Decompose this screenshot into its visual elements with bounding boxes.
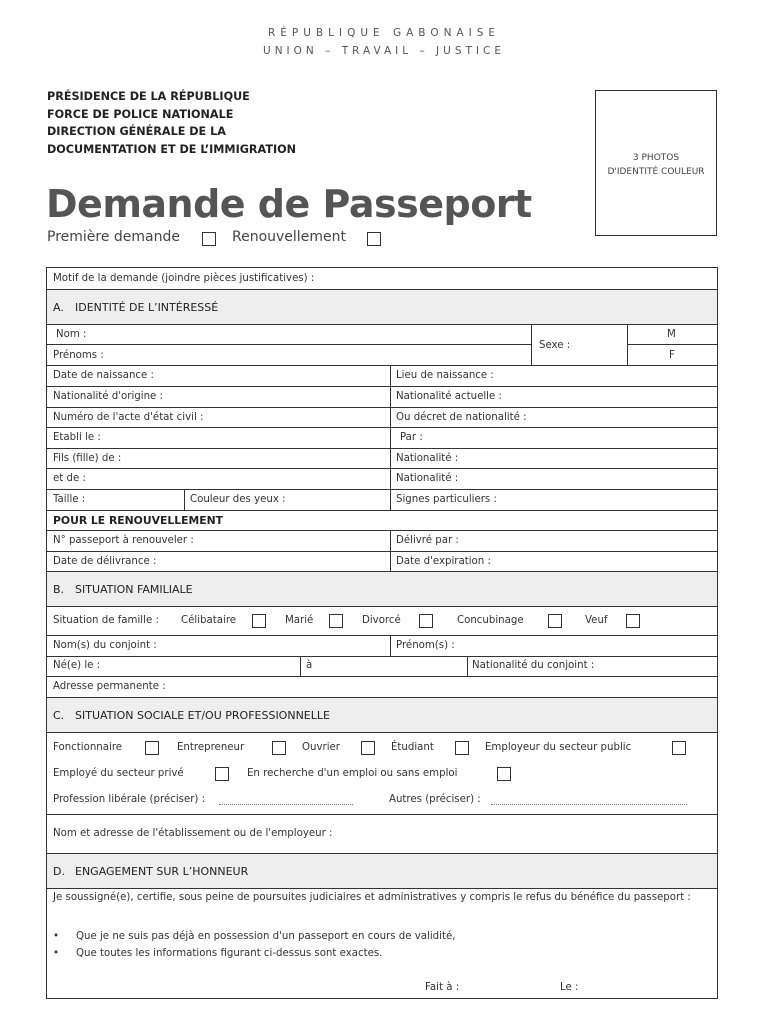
concubinage-checkbox[interactable]: [548, 614, 562, 628]
section-c-letter: C.: [53, 709, 65, 722]
a-label: à: [306, 660, 313, 671]
entrepreneur-checkbox[interactable]: [272, 741, 286, 755]
row-divider: [47, 732, 717, 733]
row-divider: [47, 365, 717, 366]
section-c-title: SITUATION SOCIALE ET/OU PROFESSIONNELLE: [75, 709, 330, 722]
row-divider: [47, 386, 717, 387]
marie-checkbox[interactable]: [329, 614, 343, 628]
photo-label-line: 3 PHOTOS: [632, 153, 680, 163]
nationalite-conjoint-label: Nationalité du conjoint :: [472, 660, 595, 671]
nationalite-origine-label: Nationalité d'origine :: [53, 391, 163, 402]
profession-liberale-label: Profession libérale (préciser) :: [53, 794, 206, 805]
taille-label: Taille :: [53, 494, 86, 505]
profession-liberale-line[interactable]: [219, 804, 353, 805]
motif-label: Motif de la demande (joindre pièces justificatives) :: [53, 273, 315, 284]
option-recherche-emploi-label: En recherche d'un emploi ou sans emploi: [247, 768, 458, 779]
org-line: DIRECTION GÉNÉRALE DE LA: [47, 125, 226, 138]
sexe-label: Sexe :: [539, 340, 571, 351]
page-header: [0, 26, 768, 58]
section-b-title: SITUATION FAMILIALE: [75, 583, 193, 596]
first-request-label: Première demande: [47, 229, 180, 245]
par-label: Par :: [400, 432, 423, 443]
row-divider: [47, 853, 717, 854]
row-divider: [47, 427, 717, 428]
row-divider: [47, 407, 717, 408]
employeur-public-checkbox[interactable]: [672, 741, 686, 755]
renewal-checkbox[interactable]: [367, 232, 381, 246]
autres-line[interactable]: [491, 804, 687, 805]
option-entrepreneur-label: Entrepreneur: [177, 742, 245, 753]
row-divider: [47, 606, 717, 607]
couleur-yeux-label: Couleur des yeux :: [190, 494, 286, 505]
adresse-permanente-label: Adresse permanente :: [53, 681, 166, 692]
option-celibataire-label: Célibataire: [181, 615, 237, 626]
row-divider: [47, 814, 717, 815]
engagement-bullet-1: Que je ne suis pas déjà en possession d'un passeport en cours de validité,: [76, 931, 456, 942]
nom-label: Nom :: [56, 329, 87, 340]
org-line: DOCUMENTATION ET DE L’IMMIGRATION: [47, 142, 296, 156]
option-etudiant-label: Étudiant: [391, 742, 434, 753]
date-naissance-label: Date de naissance :: [53, 370, 154, 381]
bullet-marker: •: [53, 931, 60, 942]
lieu-naissance-label: Lieu de naissance :: [396, 370, 494, 381]
issuing-authority: [47, 88, 296, 158]
autres-label: Autres (préciser) :: [389, 794, 481, 805]
row-divider: [47, 289, 717, 290]
ouvrier-checkbox[interactable]: [361, 741, 375, 755]
photo-label-line: D'IDENTITÉ COULEUR: [607, 167, 705, 177]
row-divider: [47, 530, 717, 531]
column-divider: [627, 324, 628, 365]
option-employeur-public-label: Employeur du secteur public: [485, 742, 632, 753]
row-divider: [47, 571, 717, 572]
divorce-checkbox[interactable]: [419, 614, 433, 628]
column-divider: [390, 530, 391, 571]
employeur-label: Nom et adresse de l'établissement ou de l'employeur :: [53, 828, 333, 839]
section-d-letter: D.: [53, 865, 65, 878]
fils-fille-de-label: Fils (fille) de :: [53, 453, 122, 464]
photo-box: [595, 90, 717, 236]
acte-etat-civil-label: Numéro de l'acte d'état civil :: [53, 412, 204, 423]
row-divider: [47, 697, 717, 698]
column-divider: [390, 489, 391, 510]
row-divider: [47, 635, 717, 636]
employe-prive-checkbox[interactable]: [215, 767, 229, 781]
et-de-label: et de :: [53, 473, 86, 484]
row-divider: [47, 551, 717, 552]
ne-le-label: Né(e) le :: [53, 660, 101, 671]
signes-particuliers-label: Signes particuliers :: [396, 494, 497, 505]
option-concubinage-label: Concubinage: [457, 615, 524, 626]
prenom-conjoint-label: Prénom(s) :: [396, 640, 455, 651]
nationalite-parent-1-label: Nationalité :: [396, 453, 459, 464]
delivre-par-label: Délivré par :: [396, 535, 459, 546]
column-divider: [390, 635, 391, 656]
sexe-f-option[interactable]: F: [669, 350, 675, 361]
photo-box-label: [596, 151, 716, 179]
option-marie-label: Marié: [285, 615, 314, 626]
application-form: [46, 267, 718, 999]
etudiant-checkbox[interactable]: [455, 741, 469, 755]
row-divider: [47, 510, 717, 511]
sexe-m-option[interactable]: M: [667, 329, 676, 340]
page-title: Demande de Passeport: [46, 182, 532, 226]
engagement-text: Je soussigné(e), certifie, sous peine de poursuites judiciaires et administratives y compris le refus du bénéfice du passeport :: [53, 892, 691, 903]
row-divider: [47, 324, 717, 325]
row-divider: [47, 489, 717, 490]
date-delivrance-label: Date de délivrance :: [53, 556, 157, 567]
nom-conjoint-label: Nom(s) du conjoint :: [53, 640, 157, 651]
option-veuf-label: Veuf: [585, 615, 608, 626]
section-a-letter: A.: [53, 301, 64, 314]
engagement-bullet-2: Que toutes les informations figurant ci-dessus sont exactes.: [76, 948, 383, 959]
date-expiration-label: Date d'expiration :: [396, 556, 491, 567]
row-divider: [47, 468, 717, 469]
column-divider: [390, 365, 391, 489]
column-divider: [531, 324, 532, 365]
row-divider: [47, 676, 717, 677]
row-divider: [47, 448, 717, 449]
celibataire-checkbox[interactable]: [252, 614, 266, 628]
option-ouvrier-label: Ouvrier: [302, 742, 340, 753]
renewal-section-header: POUR LE RENOUVELLEMENT: [53, 514, 224, 527]
column-divider: [467, 656, 468, 676]
nationalite-actuelle-label: Nationalité actuelle :: [396, 391, 502, 402]
recherche-emploi-checkbox[interactable]: [497, 767, 511, 781]
section-b-letter: B.: [53, 583, 65, 596]
option-fonctionnaire-label: Fonctionnaire: [53, 742, 123, 753]
org-line: PRÉSIDENCE DE LA RÉPUBLIQUE: [47, 90, 250, 103]
section-a-title: IDENTITÉ DE L’INTÉRESSÉ: [75, 301, 219, 314]
row-divider: [47, 344, 531, 345]
org-line: FORCE DE POLICE NATIONALE: [47, 107, 234, 121]
row-divider: [47, 888, 717, 889]
section-d-title: ENGAGEMENT SUR L’HONNEUR: [75, 865, 249, 878]
renewal-label: Renouvellement: [232, 229, 346, 245]
republic-title: RÉPUBLIQUE GABONAISE: [267, 27, 501, 39]
fonctionnaire-checkbox[interactable]: [145, 741, 159, 755]
prenoms-label: Prénoms :: [53, 350, 104, 361]
option-divorce-label: Divorcé: [362, 615, 401, 626]
first-request-checkbox[interactable]: [202, 232, 216, 246]
national-motto: UNION – TRAVAIL – JUSTICE: [263, 45, 505, 57]
veuf-checkbox[interactable]: [626, 614, 640, 628]
nationalite-parent-2-label: Nationalité :: [396, 473, 459, 484]
decret-nationalite-label: Ou décret de nationalité :: [396, 412, 527, 423]
row-divider: [627, 344, 717, 345]
column-divider: [184, 489, 185, 510]
etabli-le-label: Etabli le :: [53, 432, 101, 443]
fait-a-label: Fait à :: [425, 982, 460, 993]
date-le-label: Le :: [560, 982, 579, 993]
bullet-marker: •: [53, 948, 60, 959]
column-divider: [300, 656, 301, 676]
option-employe-prive-label: Employé du secteur privé: [53, 768, 184, 779]
situation-famille-label: Situation de famille :: [53, 615, 159, 626]
row-divider: [47, 656, 717, 657]
num-passeport-label: N° passeport à renouveler :: [53, 535, 194, 546]
